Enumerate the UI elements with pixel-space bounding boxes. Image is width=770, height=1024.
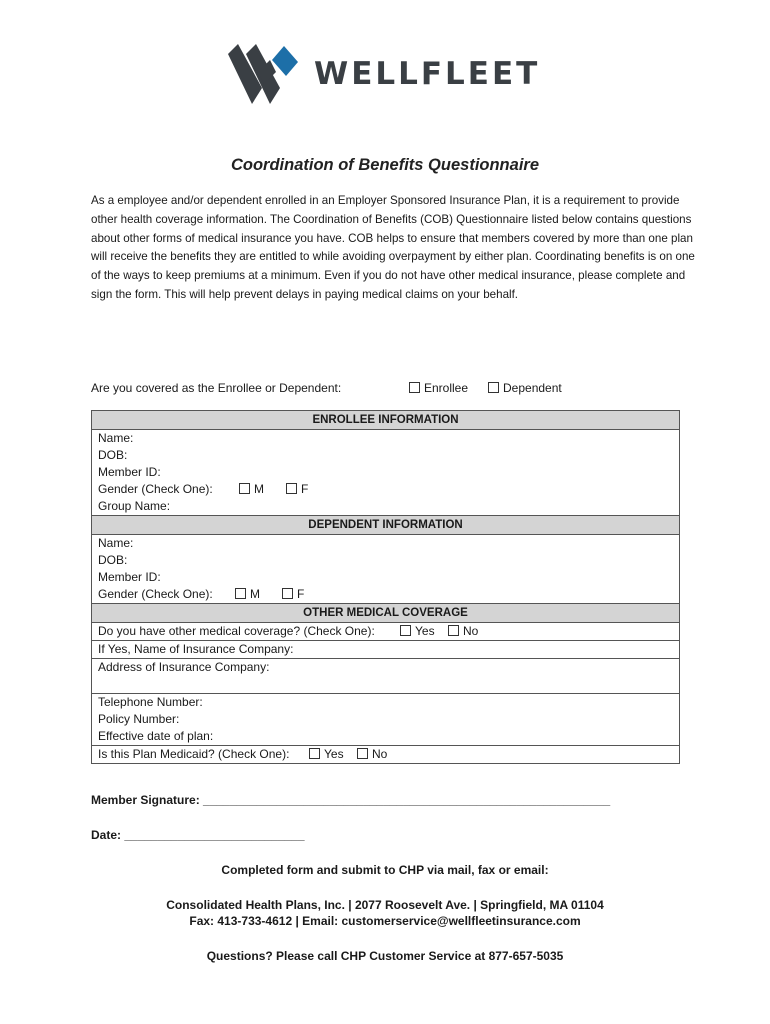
dependent-label: Dependent xyxy=(503,381,562,395)
telephone-number-label: Telephone Number: xyxy=(98,695,203,709)
dependent-option[interactable] xyxy=(488,381,562,395)
enrollee-group-name-field[interactable] xyxy=(92,498,680,516)
enrollee-label: Enrollee xyxy=(424,381,469,395)
logo-wordmark: WELLFLEET xyxy=(314,56,541,92)
medicaid-no-option[interactable] xyxy=(357,746,387,763)
dependent-gender-row xyxy=(92,586,680,604)
other-coverage-yes-checkbox[interactable] xyxy=(400,625,411,636)
submit-instructions: Completed form and submit to CHP via mail, fax or email: xyxy=(221,863,549,877)
telephone-number-field[interactable] xyxy=(92,694,680,712)
other-coverage-yes-label: Yes xyxy=(415,624,435,638)
enrollee-option[interactable] xyxy=(409,381,468,395)
insurance-company-address-field[interactable] xyxy=(92,659,680,694)
page-title: Coordination of Benefits Questionnaire xyxy=(230,156,539,174)
enrollee-gender-f-option[interactable] xyxy=(286,481,308,498)
intro-paragraph: As a employee and/or dependent enrolled in an Employer Sponsored Insurance Plan, it is a requirement to provide other health coverage information. The Coordination of Benefits (COB) Questionnaire listed below contains questions about other forms of medical insurance you have. COB helps to ensure that members covered by more than one plan will receive the benefits they are entitled to while avoiding overpayment by either plan. Coordinating benefits is on one of the ways to keep premiums at a minimum. Even if you do not have other medical insurance, please complete and sign the form. This will help prevent delays in paying medical claims on your behalf. xyxy=(91,194,695,301)
coverage-type-question: Are you covered as the Enrollee or Dependent: xyxy=(91,381,342,395)
enrollee-group-name-label: Group Name: xyxy=(98,499,171,513)
fax-email-line: Fax: 413-733-4612 | Email: customerservice@wellfleetinsurance.com xyxy=(189,914,581,928)
other-coverage-yes-option[interactable] xyxy=(400,623,448,640)
dependent-member-id-label: Member ID: xyxy=(98,570,161,584)
insurance-company-address-label: Address of Insurance Company: xyxy=(98,660,270,674)
enrollee-section-header: ENROLLEE INFORMATION xyxy=(92,411,680,430)
dependent-gender-m-label: M xyxy=(250,587,260,601)
dependent-gender-label: Gender (Check One): xyxy=(98,587,213,601)
enrollee-name-field[interactable] xyxy=(92,430,680,448)
enrollee-gender-m-label: M xyxy=(254,482,264,496)
policy-number-field[interactable] xyxy=(92,711,680,728)
enrollee-name-label: Name: xyxy=(98,431,134,445)
dependent-gender-m-option[interactable] xyxy=(235,586,282,603)
dependent-gender-m-checkbox[interactable] xyxy=(235,588,246,599)
enrollee-member-id-field[interactable] xyxy=(92,464,680,481)
dependent-checkbox[interactable] xyxy=(488,382,499,393)
effective-date-label: Effective date of plan: xyxy=(98,729,214,743)
enrollee-checkbox[interactable] xyxy=(409,382,420,393)
medicaid-yes-option[interactable] xyxy=(309,746,357,763)
questionnaire-table xyxy=(91,410,680,764)
medicaid-yes-checkbox[interactable] xyxy=(309,748,320,759)
enrollee-gender-label: Gender (Check One): xyxy=(98,482,213,496)
other-coverage-no-label: No xyxy=(463,624,479,638)
medicaid-no-label: No xyxy=(372,747,388,761)
enrollee-gender-m-option[interactable] xyxy=(239,481,286,498)
medicaid-no-checkbox[interactable] xyxy=(357,748,368,759)
dependent-dob-field[interactable] xyxy=(92,552,680,569)
medicaid-question-row xyxy=(92,746,680,764)
enrollee-gender-row xyxy=(92,481,680,498)
member-signature-line[interactable]: Member Signature: _____________________________________________________________ xyxy=(91,793,611,807)
dependent-gender-f-checkbox[interactable] xyxy=(282,588,293,599)
medicaid-yes-label: Yes xyxy=(324,747,344,761)
enrollee-member-id-label: Member ID: xyxy=(98,465,161,479)
policy-number-label: Policy Number: xyxy=(98,712,180,726)
other-coverage-no-option[interactable] xyxy=(448,623,478,640)
enrollee-gender-m-checkbox[interactable] xyxy=(239,483,250,494)
customer-service-line: Questions? Please call CHP Customer Service at 877-657-5035 xyxy=(206,949,564,963)
dependent-name-label: Name: xyxy=(98,536,134,550)
wellfleet-logo-icon xyxy=(228,42,300,106)
medicaid-question: Is this Plan Medicaid? (Check One): xyxy=(98,747,290,761)
insurance-company-name-field[interactable] xyxy=(92,641,680,659)
other-coverage-no-checkbox[interactable] xyxy=(448,625,459,636)
effective-date-field[interactable] xyxy=(92,728,680,746)
enrollee-dob-label: DOB: xyxy=(98,448,128,462)
date-line[interactable]: Date: ___________________________ xyxy=(91,828,305,842)
dependent-section-header: DEPENDENT INFORMATION xyxy=(92,516,680,535)
enrollee-dob-field[interactable] xyxy=(92,447,680,464)
wellfleet-logo xyxy=(228,42,540,106)
other-coverage-question-row xyxy=(92,623,680,641)
dependent-dob-label: DOB: xyxy=(98,553,128,567)
dependent-gender-f-option[interactable] xyxy=(282,586,304,603)
enrollee-gender-f-label: F xyxy=(301,482,309,496)
dependent-gender-f-label: F xyxy=(297,587,305,601)
dependent-member-id-field[interactable] xyxy=(92,569,680,586)
insurance-company-name-label: If Yes, Name of Insurance Company: xyxy=(98,642,294,656)
dependent-name-field[interactable] xyxy=(92,535,680,553)
enrollee-gender-f-checkbox[interactable] xyxy=(286,483,297,494)
other-coverage-question: Do you have other medical coverage? (Check One): xyxy=(98,624,375,638)
other-coverage-section-header: OTHER MEDICAL COVERAGE xyxy=(92,604,680,623)
mailing-address: Consolidated Health Plans, Inc. | 2077 Roosevelt Ave. | Springfield, MA 01104 xyxy=(166,898,604,912)
